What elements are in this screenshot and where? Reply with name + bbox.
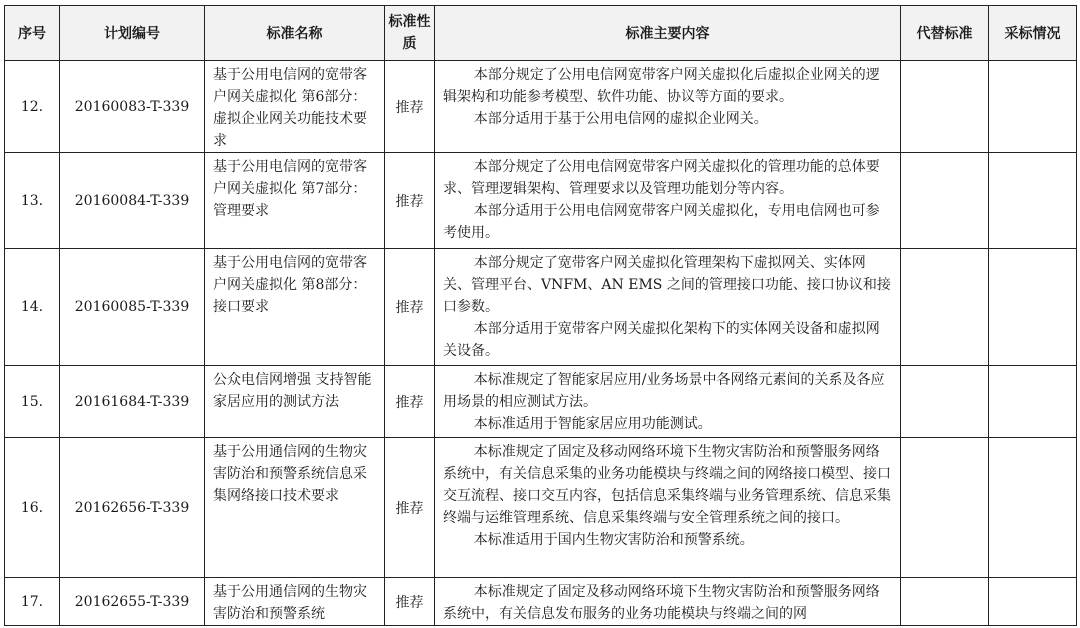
content-paragraph: 本部分规定了公用电信网宽带客户网关虚拟化的管理功能的总体要求、管理逻辑架构、管理要求以及管理功能划分等内容。 (443, 159, 880, 197)
content-paragraph: 本标准规定了固定及移动网络环境下生物灾害防治和预警服务网络系统中，有关信息发布服务的业务功能模块与终端之间的网 (443, 584, 880, 622)
content-paragraph: 本标准适用于智能家居应用功能测试。 (473, 416, 712, 432)
header-replace: 代替标准 (901, 6, 989, 61)
content-paragraph: 本标准适用于国内生物灾害防治和预警系统。 (473, 532, 754, 548)
table-row (5, 578, 1077, 626)
header-plan-no: 计划编号 (60, 6, 205, 61)
row-name: 基于公用电信网的宽带客户网关虚拟化 第7部分：管理要求 (205, 153, 385, 249)
row-content (435, 249, 901, 366)
row-seq: 13. (5, 153, 60, 249)
header-row (5, 6, 1077, 61)
row-name: 基于公用通信网的生物灾害防治和预警系统 (205, 578, 385, 626)
row-name: 公众电信网增强 支持智能家居应用的测试方法 (205, 366, 385, 438)
row-content (435, 153, 901, 249)
header-content: 标准主要内容 (435, 6, 901, 61)
header-seq: 序号 (5, 6, 60, 61)
row-adopt (989, 153, 1077, 249)
content-paragraph: 本部分适用于公用电信网宽带客户网关虚拟化，专用电信网也可参考使用。 (443, 203, 880, 241)
header-type: 标准性质 (385, 6, 435, 61)
content-paragraph: 本部分规定了公用电信网宽带客户网关虚拟化后虚拟企业网关的逻辑架构和功能参考模型、软件功能、协议等方面的要求。 (443, 67, 880, 105)
row-plan-no: 20160085-T-339 (60, 249, 205, 366)
row-name: 基于公用通信网的生物灾害防治和预警系统信息采集网络接口技术要求 (205, 438, 385, 578)
row-content (435, 578, 901, 626)
row-type: 推荐 (385, 366, 435, 438)
row-seq: 16. (5, 438, 60, 578)
row-seq: 15. (5, 366, 60, 438)
table-row (5, 438, 1077, 578)
row-type: 推荐 (385, 61, 435, 153)
content-paragraph: 本部分适用于基于公用电信网的虚拟企业网关。 (473, 111, 768, 127)
row-content (435, 438, 901, 578)
row-adopt (989, 438, 1077, 578)
row-replace (901, 366, 989, 438)
row-plan-no: 20160084-T-339 (60, 153, 205, 249)
table-row (5, 153, 1077, 249)
row-adopt (989, 61, 1077, 153)
row-name: 基于公用电信网的宽带客户网关虚拟化 第8部分：接口要求 (205, 249, 385, 366)
content-paragraph: 本部分适用于宽带客户网关虚拟化架构下的实体网关设备和虚拟网关设备。 (443, 321, 880, 359)
row-seq: 17. (5, 578, 60, 626)
row-type: 推荐 (385, 578, 435, 626)
row-replace (901, 153, 989, 249)
row-content (435, 366, 901, 438)
row-adopt (989, 366, 1077, 438)
row-plan-no: 20160083-T-339 (60, 61, 205, 153)
row-plan-no: 20162655-T-339 (60, 578, 205, 626)
content-paragraph: 本标准规定了固定及移动网络环境下生物灾害防治和预警服务网络系统中，有关信息采集的业务功能模块与终端之间的网络接口模型、接口交互流程、接口交互内容，包括信息采集终端与业务管理系统、信息采集终端与运维管理系统、信息采集终端与安全管理系统之间的接口。 (443, 444, 891, 526)
row-replace (901, 578, 989, 626)
row-name: 基于公用电信网的宽带客户网关虚拟化 第6部分：虚拟企业网关功能技术要求 (205, 61, 385, 153)
row-replace (901, 61, 989, 153)
row-adopt (989, 578, 1077, 626)
row-type: 推荐 (385, 438, 435, 578)
content-paragraph: 本部分规定了宽带客户网关虚拟化管理架构下虚拟网关、实体网关、管理平台、VNFM、AN EMS 之间的管理接口功能、接口协议和接口参数。 (443, 255, 891, 315)
row-seq: 14. (5, 249, 60, 366)
row-plan-no: 20162656-T-339 (60, 438, 205, 578)
content-paragraph: 本标准规定了智能家居应用/业务场景中各网络元素间的关系及各应用场景的相应测试方法。 (443, 372, 885, 410)
row-replace (901, 438, 989, 578)
row-type: 推荐 (385, 249, 435, 366)
table-row (5, 61, 1077, 153)
header-name: 标准名称 (205, 6, 385, 61)
row-content (435, 61, 901, 153)
row-seq: 12. (5, 61, 60, 153)
row-replace (901, 249, 989, 366)
table-row (5, 366, 1077, 438)
row-plan-no: 20161684-T-339 (60, 366, 205, 438)
row-type: 推荐 (385, 153, 435, 249)
header-adopt: 采标情况 (989, 6, 1077, 61)
table-row (5, 249, 1077, 366)
row-adopt (989, 249, 1077, 366)
standards-table (4, 5, 1077, 626)
